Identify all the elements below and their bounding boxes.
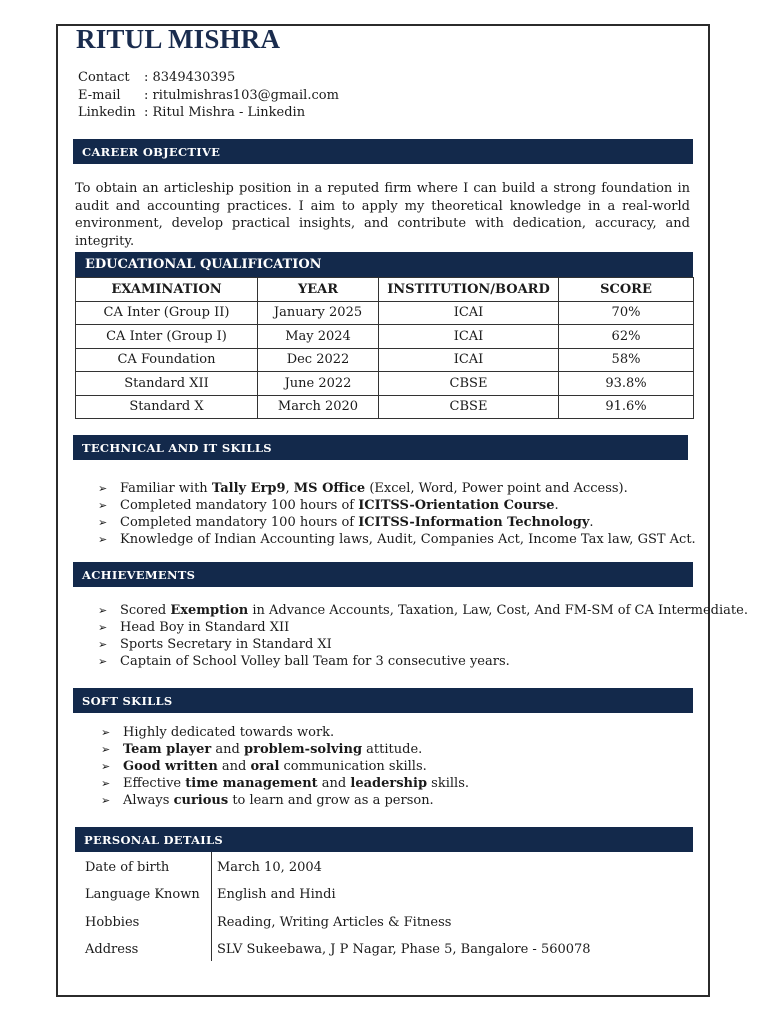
table-cell: Standard XII [76,372,258,396]
list-item [101,775,469,792]
list-item [98,531,696,548]
list-item-text [123,741,422,758]
bold-text: Tally Erp9 [211,481,286,496]
personal-row [75,907,693,934]
list-item-text [120,653,510,670]
bold-text: Good written [123,759,218,774]
table-cell: 93.8% [559,372,694,396]
list-item-text [120,602,748,619]
list-item-text [120,514,594,531]
text-run: (Excel, Word, Power point and Access). [365,481,628,496]
personal-label: Date of birth [85,860,170,875]
table-row [76,348,694,372]
list-item-text [120,636,332,653]
text-run: Familiar with [120,481,212,496]
arrow-bullet-icon: ➢ [98,621,108,634]
table-header-row [76,278,694,302]
section-heading-personal: PERSONAL DETAILS [75,827,693,852]
list-item [101,758,469,775]
bold-text: problem-solving [244,742,363,757]
bold-text: Exemption [170,603,249,618]
table-row [76,325,694,349]
table-row [76,395,694,419]
personal-row [75,934,693,961]
personal-value: SLV Sukeebawa, J P Nagar, Phase 5, Bangalore - 560078 [217,942,591,957]
soft-skills-list [101,724,469,809]
list-item [98,602,748,619]
arrow-bullet-icon: ➢ [98,499,108,512]
personal-value: English and Hindi [217,887,336,902]
text-run: Sports Secretary in Standard XI [120,637,332,652]
list-item [98,480,696,497]
arrow-bullet-icon: ➢ [98,533,108,546]
text-run: to learn and grow as a person. [228,793,434,808]
contact-linkedin [78,104,339,122]
section-heading-career: CAREER OBJECTIVE [73,139,693,164]
arrow-bullet-icon: ➢ [101,760,111,773]
personal-label: Language Known [85,887,200,902]
arrow-bullet-icon: ➢ [101,726,111,739]
text-run: in Advance Accounts, Taxation, Law, Cost, And FM-SM of CA Intermediate. [248,603,748,618]
list-item-text [123,758,427,775]
table-cell: ICAI [379,325,559,349]
list-item-text [123,775,469,792]
arrow-bullet-icon: ➢ [98,604,108,617]
list-item [101,724,469,741]
table-cell: 70% [559,301,694,325]
text-run: . [589,515,594,530]
table-row [76,301,694,325]
table-cell: CBSE [379,372,559,396]
text-run: Knowledge of Indian Accounting laws, Audit, Companies Act, Income Tax law, GST Act. [120,532,696,547]
arrow-bullet-icon: ➢ [101,794,111,807]
bold-text: time management [185,776,318,791]
list-item [98,514,696,531]
contact-value: : 8349430395 [144,70,236,85]
list-item [98,636,748,653]
text-run: Always [123,793,174,808]
list-item-text [120,497,559,514]
personal-row [75,852,693,879]
table-cell: CA Foundation [76,348,258,372]
bold-text: curious [173,793,229,808]
text-run: Captain of School Volley ball Team for 3 consecutive years. [120,654,510,669]
table-row [76,372,694,396]
table-cell: Dec 2022 [258,348,379,372]
section-heading-achievements: ACHIEVEMENTS [73,562,693,587]
list-item-text [120,531,696,548]
column-header: EXAMINATION [76,278,258,302]
text-run: Effective [123,776,186,791]
table-cell: CA Inter (Group II) [76,301,258,325]
bold-text: MS Office [293,481,366,496]
contact-value: : Ritul Mishra - Linkedin [144,105,306,120]
personal-row [75,879,693,906]
table-cell: 58% [559,348,694,372]
text-run: . [554,498,559,513]
text-run: skills. [427,776,470,791]
arrow-bullet-icon: ➢ [98,516,108,529]
table-cell: CBSE [379,395,559,419]
text-run: attitude. [362,742,423,757]
text-run: Head Boy in Standard XII [120,620,290,635]
contact-email [78,87,339,105]
bold-text: ICITSS-Orientation Course [358,498,555,513]
technical-skills-list [98,480,696,548]
contact-block [78,69,339,122]
education-table [75,277,694,419]
arrow-bullet-icon: ➢ [98,655,108,668]
personal-value: March 10, 2004 [217,860,322,875]
list-item-text [120,480,628,497]
contact-label: E-mail [78,87,121,103]
list-item [98,497,696,514]
arrow-bullet-icon: ➢ [98,638,108,651]
table-cell: June 2022 [258,372,379,396]
table-cell: ICAI [379,301,559,325]
contact-label: Contact [78,70,130,85]
arrow-bullet-icon: ➢ [101,743,111,756]
text-run: and [217,759,251,774]
table-cell: 91.6% [559,395,694,419]
table-cell: 62% [559,325,694,349]
section-heading-soft-skills: SOFT SKILLS [73,688,693,713]
list-item-text [123,724,334,741]
text-run: Completed mandatory 100 hours of [120,515,359,530]
bold-text: oral [250,759,280,774]
list-item [101,792,469,809]
section-heading-technical: TECHNICAL AND IT SKILLS [73,435,688,460]
contact-label: Linkedin [78,105,136,120]
list-item [101,741,469,758]
text-run: Highly dedicated towards work. [123,725,335,740]
list-item-text [123,792,434,809]
table-cell: January 2025 [258,301,379,325]
personal-details-table [75,852,693,961]
column-header: YEAR [258,278,379,302]
text-run: , [285,481,294,496]
text-run: communication skills. [279,759,427,774]
personal-value: Reading, Writing Articles & Fitness [217,915,452,930]
arrow-bullet-icon: ➢ [101,777,111,790]
candidate-name: RITUL MISHRA [76,24,281,54]
contact-value: : ritulmishras103@gmail.com [144,87,339,103]
column-header: INSTITUTION/BOARD [379,278,559,302]
text-run: and [211,742,245,757]
bold-text: ICITSS-Information Technology [358,515,590,530]
table-cell: May 2024 [258,325,379,349]
personal-label: Hobbies [85,915,140,930]
text-run: Completed mandatory 100 hours of [120,498,359,513]
table-cell: Standard X [76,395,258,419]
career-objective-text: To obtain an articleship position in a reputed firm where I can build a strong foundation in audit and accounting practices. I aim to apply my theoretical knowledge in a real-world environment, develop practical insights, and contribute with dedication, accuracy, and integrity. [75,181,690,249]
personal-label: Address [85,942,139,957]
section-heading-education: EDUCATIONAL QUALIFICATION [75,252,693,277]
bold-text: Team player [123,742,212,757]
list-item [98,653,748,670]
list-item [98,619,748,636]
list-item-text [120,619,289,636]
contact-phone [78,69,339,87]
text-run: Scored [120,603,171,618]
arrow-bullet-icon: ➢ [98,482,108,495]
table-cell: ICAI [379,348,559,372]
achievements-list [98,602,748,670]
table-cell: CA Inter (Group I) [76,325,258,349]
table-cell: March 2020 [258,395,379,419]
bold-text: leadership [350,776,428,791]
text-run: and [317,776,351,791]
column-header: SCORE [559,278,694,302]
